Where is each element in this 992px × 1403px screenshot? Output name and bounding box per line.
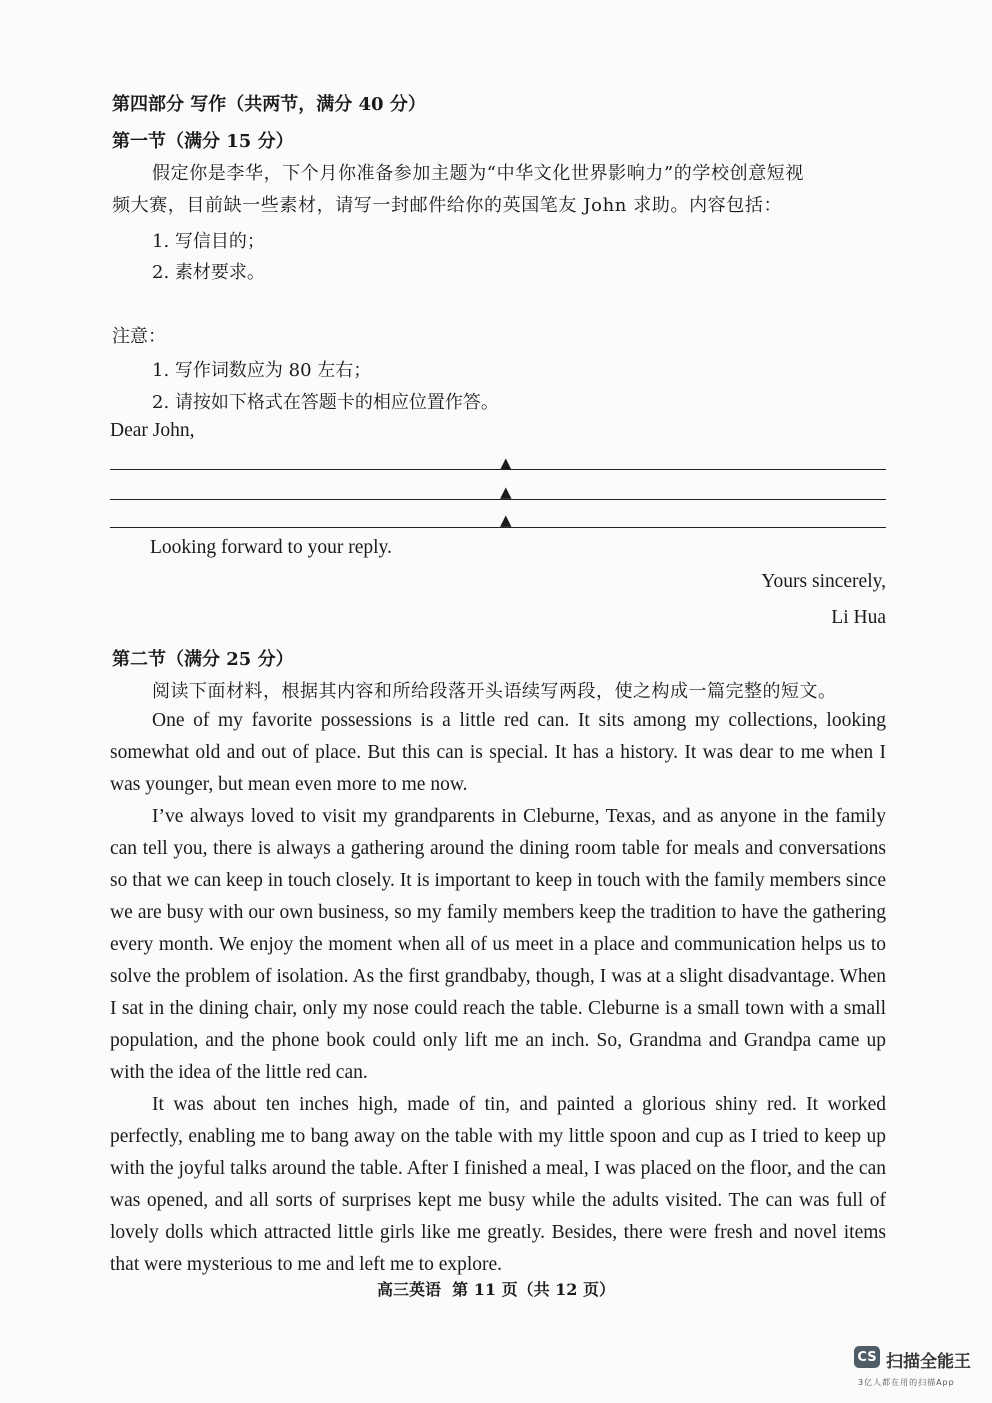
part2-title: 第二节（满分 25 分） [112, 649, 294, 670]
answer-line [110, 527, 886, 528]
section-title: 第四部分 写作（共两节，满分 40 分） [112, 94, 426, 115]
content-point-1: 1. 写信目的； [152, 231, 265, 252]
part1-prompt-line2: 频大赛，目前缺一些素材，请写一封邮件给你的英国笔友 John 求助。内容包括： [112, 195, 783, 216]
content-point-2: 2. 素材要求。 [152, 262, 265, 283]
watermark-brand: 扫描全能王 [886, 1352, 971, 1372]
watermark-tagline: 3亿人都在用的扫描App [858, 1378, 955, 1387]
triangle-marker-icon: ▲ [500, 511, 512, 529]
part1-title: 第一节（满分 15 分） [112, 131, 294, 152]
answer-line [110, 499, 886, 500]
part2-instruction: 阅读下面材料，根据其内容和所给段落开头语续写两段，使之构成一篇完整的短文。 [152, 681, 837, 702]
notice-label: 注意： [112, 326, 166, 347]
story-paragraph-1: One of my favorite possessions is a little red can. It sits among my collections, looking somewhat old and out of place. But this can is special. It has a history. It was dear to me when I was younger, but mean even more to me now. [110, 710, 886, 795]
note-2: 2. 请按如下格式在答题卡的相应位置作答。 [152, 392, 499, 413]
answer-line [110, 469, 886, 470]
triangle-marker-icon: ▲ [500, 454, 512, 472]
letter-closing-line: Looking forward to your reply. [150, 537, 392, 558]
camscanner-logo-icon: CS [854, 1346, 880, 1368]
letter-greeting: Dear John, [110, 420, 195, 441]
letter-sign-off: Yours sincerely, [761, 571, 886, 592]
story-paragraph-2: I’ve always loved to visit my grandparents in Cleburne, Texas, and as anyone in the family can tell you, there is always a gathering around the dining room table for meals and conversations so that we can keep in touch closely. It is important to keep in touch with the family members since we are busy with our own business, so my family members keep the tradition to have the gathering every month. We enjoy the moment when all of us meet in a place and communication helps us to solve the problem of isolation. As the first grandbaby, though, I was at a slight disadvantage. When I sat in the dining chair, only my nose could reach the table. Cleburne is a small town with a small population, and the phone book could only lift me an inch. So, Grandma and Grandpa came up with the idea of the little red can. [110, 806, 886, 1083]
letter-signature: Li Hua [831, 607, 886, 628]
story-paragraph-3: It was about ten inches high, made of tin, and painted a glorious shiny red. It worked perfectly, enabling me to bang away on the table with my little spoon and cup as I tried to keep up with the joyful talks around the table. After I finished a meal, I was placed on the floor, and the can was opened, and all sorts of surprises kept me busy while the adults visited. The can was full of lovely dolls which attracted little girls like me greatly. Besides, there were fresh and novel items that were mysterious to me and left me to explore. [110, 1094, 886, 1275]
note-1: 1. 写作词数应为 80 左右； [152, 360, 372, 381]
part1-prompt-line1: 假定你是李华，下个月你准备参加主题为“中华文化世界影响力”的学校创意短视 [152, 163, 805, 184]
triangle-marker-icon: ▲ [500, 483, 512, 501]
page-footer: 高三英语 第 11 页（共 12 页） [377, 1280, 615, 1299]
